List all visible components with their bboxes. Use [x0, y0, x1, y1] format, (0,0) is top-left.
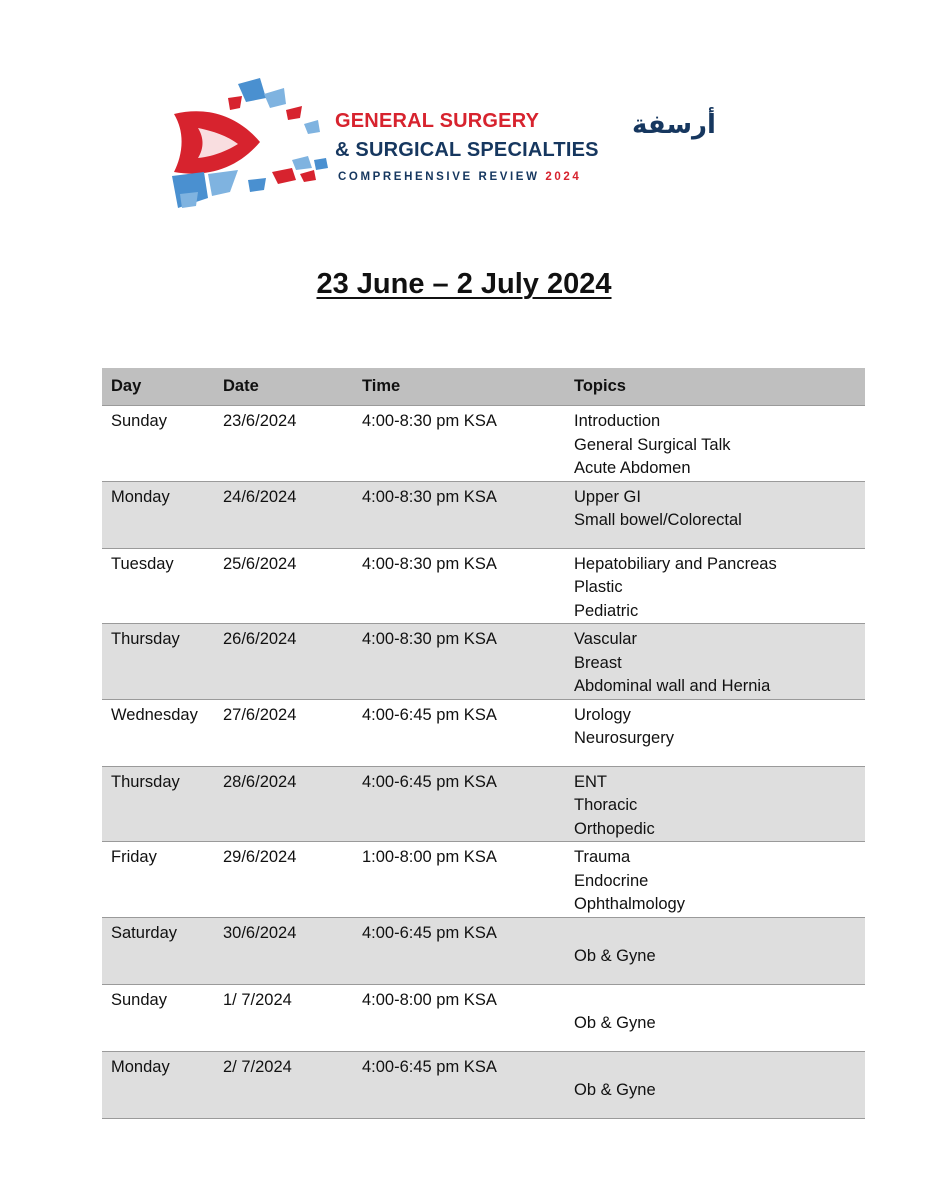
- cell-day: Wednesday: [102, 699, 214, 766]
- cell-time: 1:00-8:00 pm KSA: [353, 842, 565, 918]
- cell-day: Thursday: [102, 624, 214, 700]
- topic-item: Hepatobiliary and Pancreas: [574, 554, 777, 573]
- topic-item: Endocrine: [574, 871, 649, 890]
- cell-day: Tuesday: [102, 548, 214, 624]
- cell-date: 25/6/2024: [214, 548, 353, 624]
- page-title: 23 June – 2 July 2024: [316, 268, 612, 300]
- cell-date: 1/ 7/2024: [214, 984, 353, 1051]
- table-row: [102, 624, 865, 700]
- topic-item: Ob & Gyne: [574, 1014, 656, 1032]
- topic-item: Small bowel/Colorectal: [574, 511, 742, 529]
- header-date: Date: [214, 368, 353, 406]
- topic-item: Breast: [574, 653, 622, 672]
- logo-subtitle: [338, 171, 581, 183]
- cell-day: Monday: [102, 1051, 214, 1118]
- topic-item: Abdominal wall and Hernia: [574, 677, 771, 695]
- cell-day: Sunday: [102, 406, 214, 482]
- cell-topics: [565, 917, 865, 984]
- schedule-body: [102, 406, 865, 1119]
- cell-time: 4:00-8:30 pm KSA: [353, 548, 565, 624]
- table-row: [102, 481, 865, 548]
- cell-topics: [565, 624, 865, 700]
- cell-day: Friday: [102, 842, 214, 918]
- topic-item: ENT: [574, 772, 607, 791]
- cell-topics: [565, 699, 865, 766]
- brand-arabic-logo: أرسفة: [632, 110, 716, 140]
- cell-date: 23/6/2024: [214, 406, 353, 482]
- cell-day: Saturday: [102, 917, 214, 984]
- topic-item: Plastic: [574, 578, 623, 596]
- logo-year: 2024: [545, 171, 582, 183]
- table-row: [102, 842, 865, 918]
- cell-date: 27/6/2024: [214, 699, 353, 766]
- cell-time: 4:00-6:45 pm KSA: [353, 1051, 565, 1118]
- cell-day: Thursday: [102, 766, 214, 842]
- topic-item: Urology: [574, 705, 631, 724]
- logo-title-line2: & SURGICAL SPECIALTIES: [335, 139, 599, 161]
- table-row: [102, 766, 865, 842]
- topic-item: Neurosurgery: [574, 729, 674, 747]
- table-row: [102, 406, 865, 482]
- topic-item: Vascular: [574, 630, 637, 648]
- schedule-table: [102, 368, 865, 1119]
- cell-date: 2/ 7/2024: [214, 1051, 353, 1118]
- logo-subtitle-text: COMPREHENSIVE REVIEW: [338, 171, 540, 183]
- cell-topics: [565, 766, 865, 842]
- cell-time: 4:00-8:30 pm KSA: [353, 624, 565, 700]
- topic-item: Ob & Gyne: [574, 1081, 656, 1099]
- cell-time: 4:00-6:45 pm KSA: [353, 917, 565, 984]
- topic-item: Ob & Gyne: [574, 947, 656, 965]
- topic-item: Thoracic: [574, 796, 638, 814]
- table-row: [102, 699, 865, 766]
- cell-date: 28/6/2024: [214, 766, 353, 842]
- topic-item: Orthopedic: [574, 819, 655, 838]
- logo-emblem-icon: [168, 76, 333, 216]
- header-topics: Topics: [565, 368, 865, 406]
- cell-topics: [565, 406, 865, 482]
- topic-item: Pediatric: [574, 601, 639, 620]
- topic-item: Upper GI: [574, 487, 641, 506]
- table-row: [102, 917, 865, 984]
- cell-day: Sunday: [102, 984, 214, 1051]
- cell-time: 4:00-6:45 pm KSA: [353, 766, 565, 842]
- cell-date: 26/6/2024: [214, 624, 353, 700]
- topic-item: Acute Abdomen: [574, 459, 691, 477]
- table-header-row: [102, 368, 865, 406]
- topic-item: Trauma: [574, 848, 631, 866]
- cell-time: 4:00-8:00 pm KSA: [353, 984, 565, 1051]
- topic-item: Ophthalmology: [574, 895, 685, 913]
- cell-time: 4:00-8:30 pm KSA: [353, 481, 565, 548]
- cell-topics: [565, 548, 865, 624]
- cell-topics: [565, 1051, 865, 1118]
- cell-date: 29/6/2024: [214, 842, 353, 918]
- cell-date: 24/6/2024: [214, 481, 353, 548]
- cell-time: 4:00-6:45 pm KSA: [353, 699, 565, 766]
- cell-topics: [565, 984, 865, 1051]
- cell-date: 30/6/2024: [214, 917, 353, 984]
- cell-topics: [565, 842, 865, 918]
- event-logo: [168, 76, 608, 216]
- cell-time: 4:00-8:30 pm KSA: [353, 406, 565, 482]
- table-row: [102, 984, 865, 1051]
- logo-title-line1: GENERAL SURGERY: [335, 110, 540, 132]
- topic-item: General Surgical Talk: [574, 435, 731, 454]
- topic-item: Introduction: [574, 412, 661, 430]
- table-row: [102, 548, 865, 624]
- table-row: [102, 1051, 865, 1118]
- header-time: Time: [353, 368, 565, 406]
- cell-topics: [565, 481, 865, 548]
- cell-day: Monday: [102, 481, 214, 548]
- header-day: Day: [102, 368, 214, 406]
